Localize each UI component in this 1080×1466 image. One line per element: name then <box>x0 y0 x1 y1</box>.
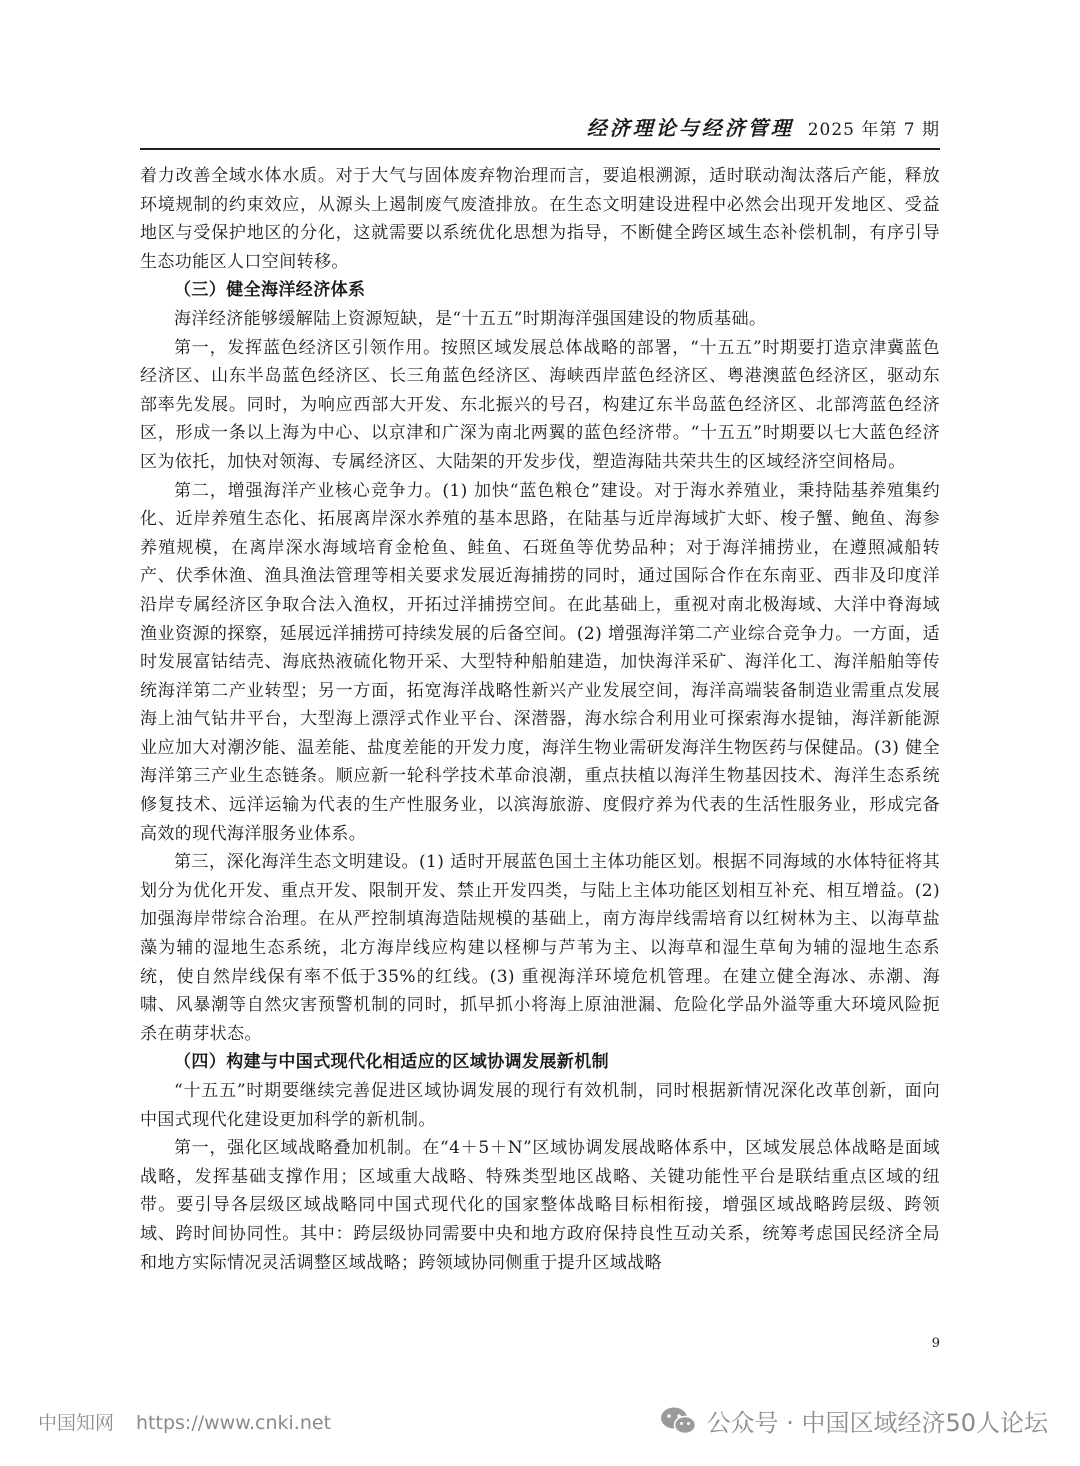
wechat-icon <box>659 1406 697 1436</box>
paragraph: 着力改善全域水体水质。对于大气与固体废弃物治理而言，要追根溯源，适时联动淘汰落后产能，释放环境规制的约束效应，从源头上遏制废气废渣排放。在生态文明建设进程中必然会出现开发地区、受益地区与受保护地区的分化，这就需要以系统优化思想为指导，不断健全跨区域生态补偿机制，有序引导生态功能区人口空间转移。 <box>140 166 940 272</box>
footer-source-name: 中国知网 <box>38 1412 115 1434</box>
journal-title: 经济理论与经济管理 <box>586 116 794 140</box>
paragraph: “十五五”时期要继续完善促进区域协调发展的现行有效机制，同时根据新情况深化改革创新，面向中国式现代化建设更加科学的新机制。 <box>140 1081 940 1130</box>
paragraph: 第一，强化区域战略叠加机制。在“4＋5＋N”区域协调发展战略体系中，区域发展总体战略是面域战略，发挥基础支撑作用；区域重大战略、特殊类型地区战略、关键功能性平台是联结重点区域的纽带。要引导各层级区域战略同中国式现代化的国家整体战略目标相衔接，增强区域战略跨层级、跨领域、跨时间协同性。其中：跨层级协同需要中央和地方政府保持良性互动关系，统筹考虑国民经济全局和地方实际情况灵活调整区域战略；跨领域协同侧重于提升区域战略 <box>140 1138 940 1273</box>
watermark-text: 公众号 · 中国区域经济50人论坛 <box>706 1409 1048 1437</box>
paragraph: 第一，发挥蓝色经济区引领作用。按照区域发展总体战略的部署，“十五五”时期要打造京津冀蓝色经济区、山东半岛蓝色经济区、长三角蓝色经济区、海峡西岸蓝色经济区、粤港澳蓝色经济区，驱动东部率先发展。同时，为响应西部大开发、东北振兴的号召，构建辽东半岛蓝色经济区、北部湾蓝色经济区，形成一条以上海为中心、以京津和广深为南北两翼的蓝色经济带。“十五五”时期要以七大蓝色经济区为依托，加快对领海、专属经济区、大陆架的开发步伐，塑造海陆共荣共生的区域经济空间格局。 <box>140 337 940 472</box>
footer-url[interactable]: https://www.cnki.net <box>136 1412 332 1434</box>
header-rule <box>140 148 940 150</box>
running-header <box>140 112 940 141</box>
page-number: 9 <box>931 1336 940 1351</box>
footer-watermark <box>659 1403 1048 1438</box>
footer-source <box>38 1408 331 1435</box>
paragraph: 海洋经济能够缓解陆上资源短缺，是“十五五”时期海洋强国建设的物质基础。 <box>174 308 767 329</box>
section-heading: （四）构建与中国式现代化相适应的区域协调发展新机制 <box>174 1052 609 1073</box>
paragraph: 第二，增强海洋产业核心竞争力。(1) 加快“蓝色粮仓”建设。对于海水养殖业，秉持陆基养殖集约化、近岸养殖生态化、拓展离岸深水养殖的基本思路，在陆基与近岸海域扩大虾、梭子蟹、鲍鱼、海参养殖规模，在离岸深水海域培育金枪鱼、鲑鱼、石斑鱼等优势品种；对于海洋捕捞业，在遵照减船转产、伏季休渔、渔具渔法管理等相关要求发展近海捕捞的同时，通过国际合作在东南亚、西非及印度洋沿岸专属经济区争取合法入渔权，开拓过洋捕捞空间。在此基础上，重视对南北极海域、大洋中脊海域渔业资源的探察，延展远洋捕捞可持续发展的后备空间。(2) 增强海洋第二产业综合竞争力。一方面，适时发展富钴结壳、海底热液硫化物开采、大型特种船舶建造，加快海洋采矿、海洋化工、海洋船舶等传统海洋第二产业转型；另一方面，拓宽海洋战略性新兴产业发展空间，海洋高端装备制造业需重点发展海上油气钻井平台，大型海上漂浮式作业平台、深潜器，海水综合利用业可探索海水提铀，海洋新能源业应加大对潮汐能、温差能、盐度差能的开发力度，海洋生物业需研发海洋生物医药与保健品。(3) 健全海洋第三产业生态链条。顺应新一轮科学技术革命浪潮，重点扶植以海洋生物基因技术、海洋生态系统修复技术、远洋运输为代表的生产性服务业，以滨海旅游、度假疗养为代表的生活性服务业，形成完备高效的现代海洋服务业体系。 <box>140 480 940 844</box>
section-heading: （三）健全海洋经济体系 <box>174 280 366 301</box>
article-body <box>140 162 940 1277</box>
issue-label: 2025 年第 7 期 <box>807 120 940 140</box>
paragraph: 第三，深化海洋生态文明建设。(1) 适时开展蓝色国土主体功能区划。根据不同海域的水体特征将其划分为优化开发、重点开发、限制开发、禁止开发四类，与陆上主体功能区划相互补充、相互增益。(2) 加强海岸带综合治理。在从严控制填海造陆规模的基础上，南方海岸线需培育以红树林为主、以海草盐藻为辅的湿地生态系统，北方海岸线应构建以柽柳与芦苇为主、以海草和湿生草甸为辅的湿地生态系统，使自然岸线保有率不低于35%的红线。(3) 重视海洋环境危机管理。在建立健全海冰、赤潮、海啸、风暴潮等自然灾害预警机制的同时，抓早抓小将海上原油泄漏、危险化学品外溢等重大环境风险扼杀在萌芽状态。 <box>140 852 940 1044</box>
